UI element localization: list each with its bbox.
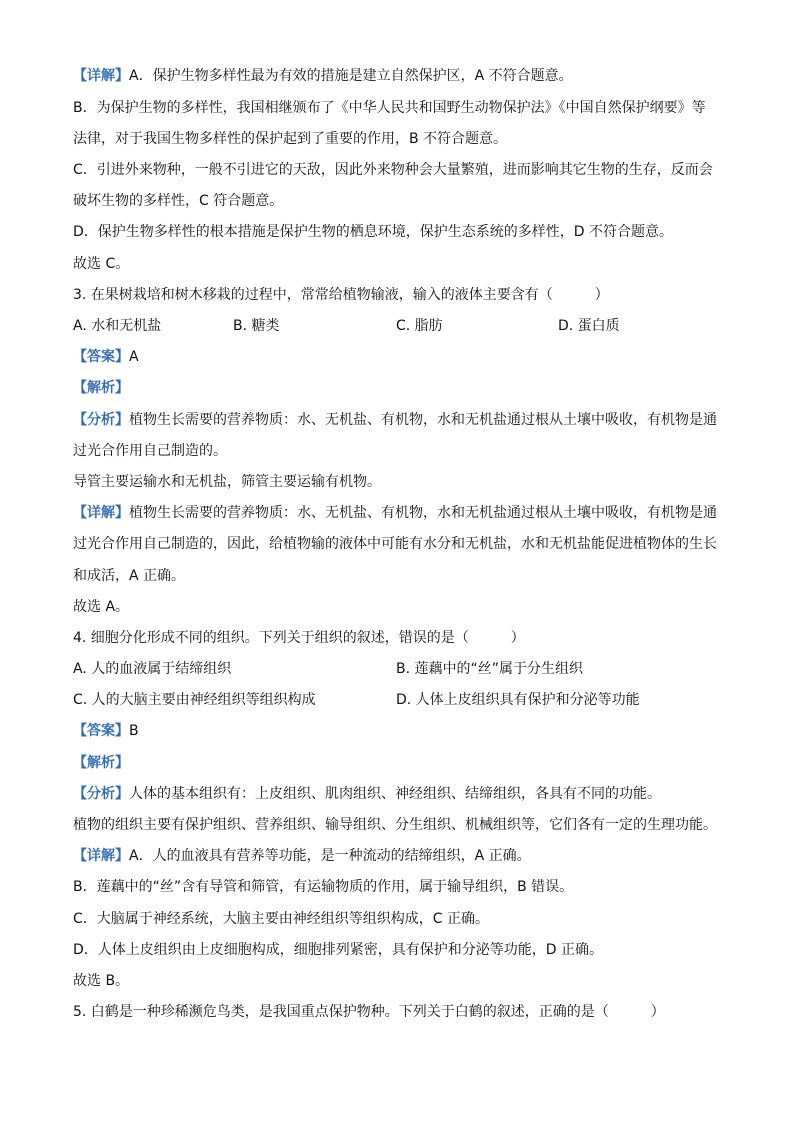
q2-conclusion: 故选 C。 [73,256,130,272]
answer-tag: 【答案】 [73,723,129,739]
q4-conclusion: 故选 B。 [73,973,130,989]
q2-detail-b1: B．为保护生物的多样性，我国相继颁布了《中华人民共和国野生动物保护法》《中国自然保护纲要》等 [73,100,706,116]
q2-detail-c1: C．引进外来物种，一般不引进它的天敌，因此外来物种会大量繁殖，进而影响其它生物的生存，反而会 [73,162,713,178]
q3-option-c: C. 脂肪 [396,318,443,334]
q4-option-b: B. 莲藕中的“丝”属于分生组织 [396,661,584,677]
q3-fenxi-2: 过光合作用自己制造的。 [73,443,227,459]
q2-detail-c2: 破坏生物的多样性，C 符合题意。 [73,193,284,209]
detail-tag: 【详解】 [73,505,129,521]
q3-detail-2: 过光合作用自己制造的，因此，给植物输的液体中可能有水分和无机盐，水和无机盐能促进植物体的生长 [73,536,717,552]
detail-tag: 【详解】 [73,848,129,864]
q4-stem: 4. 细胞分化形成不同的组织。下列关于组织的叙述，错误的是（ ） [73,630,525,646]
q4-detail-b: B．莲藕中的“丝”含有导管和筛管，有运输物质的作用，属于输导组织，B 错误。 [73,879,574,895]
q3-detail-1: 【详解】植物生长需要的营养物质：水、无机盐、有机物，水和无机盐通过根从土壤中吸收，有机物是通 [73,505,717,521]
fenxi-tag: 【分析】 [73,786,129,802]
q4-detail-a: 【详解】A．人的血液具有营养等功能，是一种流动的结缔组织，A 正确。 [73,848,531,864]
q4-detail-d: D．人体上皮组织由上皮细胞构成，细胞排列紧密，具有保护和分泌等功能，D 正确。 [73,942,604,958]
q3-option-d: D. 蛋白质 [558,318,620,334]
q4-answer: 【答案】B [73,723,139,739]
q4-option-d: D. 人体上皮组织具有保护和分泌等功能 [396,692,640,708]
q3-fenxi-1: 【分析】植物生长需要的营养物质：水、无机盐、有机物，水和无机盐通过根从土壤中吸收，有机物是通 [73,412,717,428]
answer-tag: 【答案】 [73,349,129,365]
q3-option-a: A. 水和无机盐 [73,318,162,334]
q4-fenxi-2: 植物的组织主要有保护组织、营养组织、输导组织、分生组织、机械组织等，它们各有一定的生理功能。 [73,817,717,833]
q3-stem: 3. 在果树栽培和树木移栽的过程中，常常给植物输液，输入的液体主要含有（ ） [73,287,609,303]
fenxi-tag: 【分析】 [73,412,129,428]
q3-detail-3: 和成活，A 正确。 [73,568,186,584]
q4-detail-c: C．大脑属于神经系统，大脑主要由神经组织等组织构成，C 正确。 [73,911,489,927]
q4-option-a: A. 人的血液属于结缔组织 [73,661,232,677]
q4-analysis-heading: 【解析】 [73,755,129,771]
q5-stem: 5. 白鹤是一种珍稀濒危鸟类，是我国重点保护物种。下列关于白鹤的叙述，正确的是（ ） [73,1004,665,1020]
q2-detail-d: D．保护生物多样性的根本措施是保护生物的栖息环境，保护生态系统的多样性，D 不符合题意。 [73,224,674,240]
q3-option-b: B. 糖类 [233,318,280,334]
q3-conclusion: 故选 A。 [73,599,130,615]
q3-answer: 【答案】A [73,349,139,365]
q4-fenxi-1: 【分析】人体的基本组织有：上皮组织、肌肉组织、神经组织、结缔组织，各具有不同的功能。 [73,786,661,802]
q3-fenxi-3: 导管主要运输水和无机盐，筛管主要运输有机物。 [73,474,381,490]
q3-analysis-heading: 【解析】 [73,380,129,396]
q4-option-c: C. 人的大脑主要由神经组织等组织构成 [73,692,316,708]
detail-tag: 【详解】 [73,68,129,84]
q2-detail-a: 【详解】A．保护生物多样性最为有效的措施是建立自然保护区，A 不符合题意。 [73,68,573,84]
q2-detail-b2: 法律，对于我国生物多样性的保护起到了重要的作用，B 不符合题意。 [73,131,508,147]
